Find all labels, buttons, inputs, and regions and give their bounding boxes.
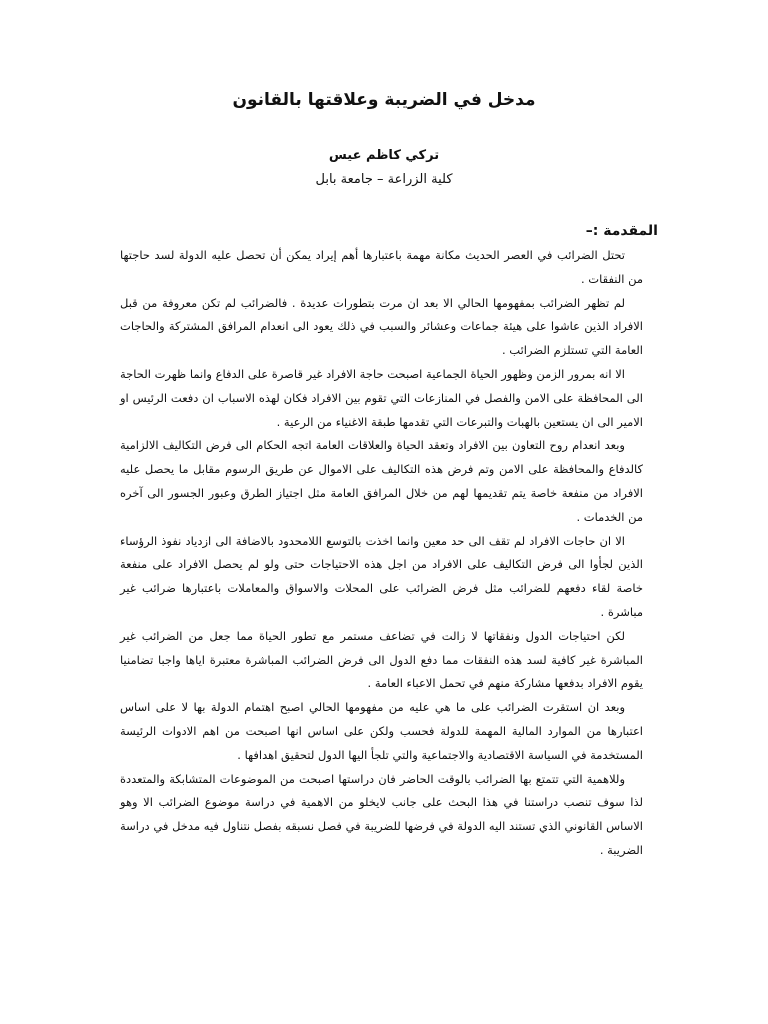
page-title: مدخل في الضريبة وعلاقتها بالقانون [232, 90, 536, 110]
body-paragraph: لم تظهر الضرائب بمفهومها الحالي الا بعد ان مرت بتطورات عديدة . فالضرائب لم تكن معروفة من قبل الافراد الذين عاشوا على هيئة جماعات وعشائر والسبب في ذلك يعود الى انعدام المرافق المشتركة والحاجات العامة التي تستلزم الضرائب . [120, 295, 643, 358]
body-paragraph: وللاهمية التي تتمتع بها الضرائب بالوقت الحاضر فان دراستها اصبحت من الموضوعات المتشابكة والمتعددة لذا سوف تنصب دراستنا في هذا البحث على جانب لايخلو من الاهمية في دراسة موضوع الضرائب الا وهو الاساس القانوني الذي تستند اليه الدولة في فرضها للضريبة في فصل نسبقه بفصل نتناول فيه مدخل في دراسة الضريبة . [120, 771, 643, 857]
body-text [120, 244, 643, 863]
section-heading: المقدمة :– [585, 223, 658, 239]
body-paragraph: الا ان حاجات الافراد لم تقف الى حد معين وانما اخذت بالتوسع اللامحدود بالاضافة الى ازدياد نفوذ الرؤساء الذين لجأوا الى فرض التكاليف على الافراد من اجل هذه الاحتياجات حتى ولو لم يحصل الافراد على منفعة خاصة لقاء دفعهم للضرائب مثل فرض الضرائب على المحلات والاسواق والمعاملات باعتبارها ضرائب غير مباشرة . [120, 533, 643, 619]
body-paragraph: وبعد انعدام روح التعاون بين الافراد وتعقد الحياة والعلاقات العامة اتجه الحكام الى فرض التكاليف الالزامية كالدفاع والمحافظة على الامن وتم فرض هذه التكاليف على الاموال عن طريق الرسوم مقابل ما يحصل عليه الافراد من منفعة خاصة يتم تقديمها لهم من خلال المرافق العامة مثل اجتياز الطرق وعبور الجسور الى آخره من الخدمات . [120, 438, 643, 524]
author-affiliation: كلية الزراعة – جامعة بابل [315, 172, 453, 187]
body-paragraph: تحتل الضرائب في العصر الحديث مكانة مهمة باعتبارها أهم إيراد يمكن أن تحصل عليه الدولة لسد حاجتها من النفقات . [120, 248, 643, 286]
body-paragraph: وبعد ان استقرت الضرائب على ما هي عليه من مفهومها الحالي اصبح اهتمام الدولة بها لا على اساس اعتبارها من الموارد المالية المهمة للدولة فحسب ولكن على اساس انها اصبحت من اهم الادوات الرئيسة المستخدمة في السياسة الاقتصادية والاجتماعية والتي تلجأ اليها الدول لتحقيق اهدافها . [120, 700, 643, 762]
body-paragraph: الا انه بمرور الزمن وظهور الحياة الجماعية اصبحت حاجة الافراد غير قاصرة على الدفاع وانما ظهرت الحاجة الى المحافظة على الامن والفصل في المنازعات التي تقوم بين الافراد فكان لهذه الاسباب ان دفعت الرئيس او الامير الى ان يستعين بالهبات والتبرعات التي تقدمها طبقة الاغنياء من الرعية . [120, 366, 643, 429]
author-name: تركي كاظم عيس [328, 148, 440, 163]
body-paragraph: لكن احتياجات الدول ونفقاتها لا زالت في تضاعف مستمر مع تطور الحياة مما جعل من الضرائب غير المباشرة غير كافية لسد هذه النفقات مما دفع الدول الى فرض الضرائب المباشرة معتبرة اياها واجبا تضامنيا يقوم الافراد بدفعها مشاركة منهم في تحمل الاعباء العامة . [120, 628, 643, 691]
